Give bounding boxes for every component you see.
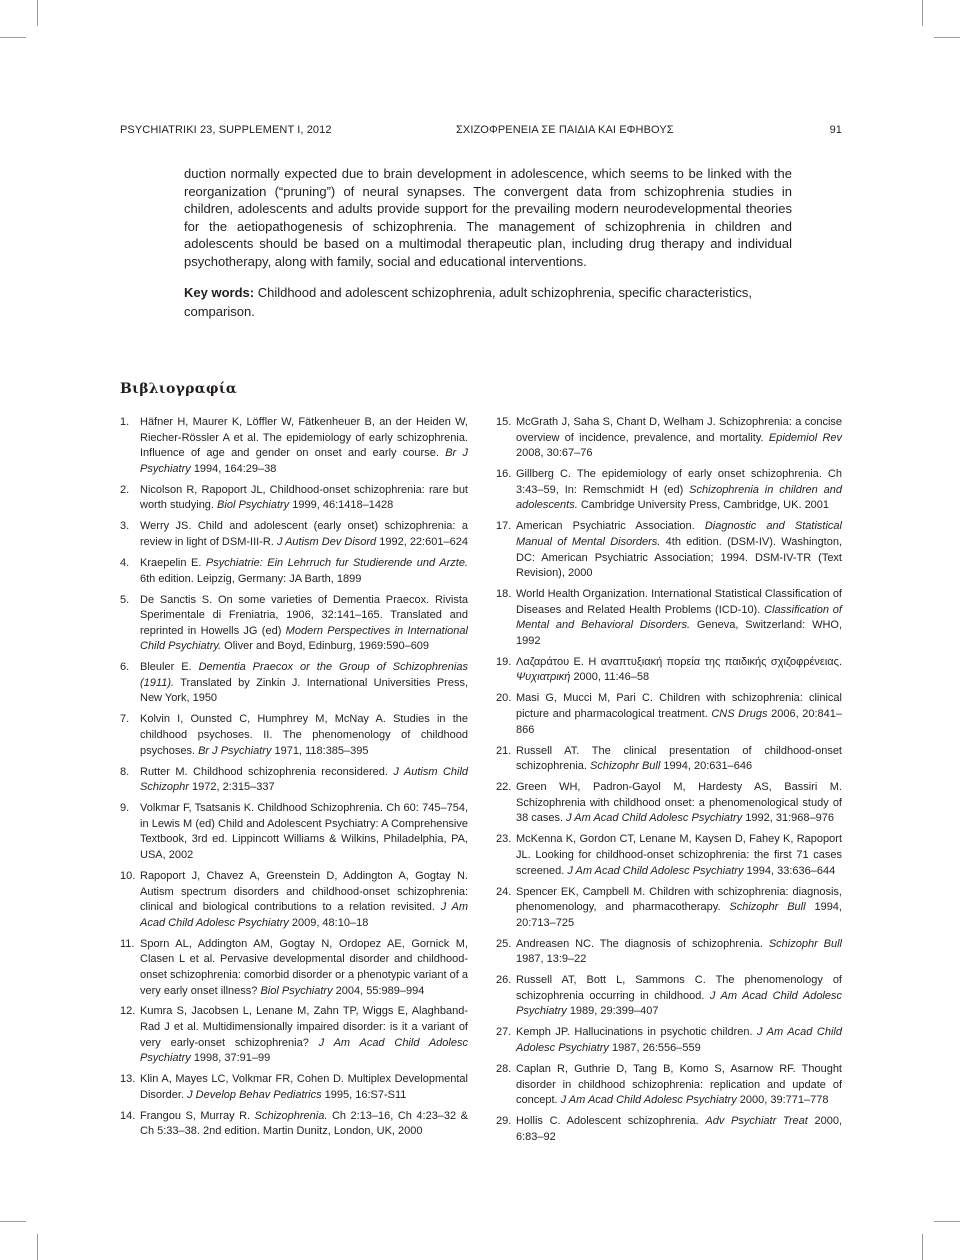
reference-text: Hollis C. Adolescent schizophrenia. — [516, 1115, 699, 1128]
reference-details: 1994, 33:636–644 — [746, 864, 836, 877]
reference-body — [140, 484, 468, 512]
reference-item — [496, 744, 842, 775]
keywords-label: Key words: — [184, 285, 255, 300]
reference-item — [496, 691, 842, 738]
reference-number: 14. — [120, 1109, 136, 1122]
reference-details: 1994, 20:631–646 — [663, 760, 753, 773]
references-column-left — [120, 415, 468, 1145]
reference-body — [516, 1063, 842, 1106]
reference-item — [496, 1062, 842, 1109]
reference-body — [140, 557, 468, 585]
reference-journal: J Am Acad Child Adolesc Psychiatry — [516, 1026, 842, 1055]
reference-journal: J Am Acad Child Adolesc Psychiatry — [560, 1094, 737, 1107]
reference-details: 2000, 6:83–92 — [516, 1115, 842, 1143]
reference-item — [120, 801, 468, 863]
reference-body — [140, 520, 468, 548]
reference-number: 16. — [496, 468, 512, 481]
reference-number: 23. — [496, 833, 512, 846]
reference-body — [516, 886, 842, 929]
reference-details: 2000, 39:771–778 — [739, 1094, 829, 1107]
reference-body — [140, 416, 468, 475]
reference-details: 1987, 26:556–559 — [612, 1042, 701, 1055]
reference-text: Russell AT. The clinical presentation of childhood-onset schizophrenia. — [516, 744, 842, 773]
reference-journal: Psychiatrie: Ein Lehrruch fur Studierende und Arzte. — [205, 556, 468, 569]
reference-journal: Adv Psychiatr Treat — [705, 1115, 808, 1128]
reference-text: Bleuler E. — [140, 661, 192, 674]
reference-item — [120, 660, 468, 707]
reference-body — [140, 802, 468, 861]
reference-text: Gillberg C. The epidemiology of early onset schizophrenia. Ch 3:43–59, In: Remschmidt H (ed) — [516, 468, 842, 496]
reference-journal: Epidemiol Rev — [768, 431, 843, 444]
reference-journal: CNS Drugs — [711, 708, 768, 721]
reference-body — [140, 870, 468, 929]
reference-journal: J Am Acad Child Adolesc Psychiatry — [140, 901, 468, 929]
reference-number: 4. — [120, 556, 130, 569]
reference-body — [516, 468, 842, 511]
reference-journal: J Autism Dev Disord — [276, 535, 377, 548]
reference-details: 1999, 46:1418–1428 — [292, 499, 394, 512]
keywords-text: Childhood and adolescent schizophrenia, adult schizophrenia, specific characteristics, comparison. — [184, 285, 752, 319]
reference-body — [140, 661, 468, 704]
reference-text: Andreasen NC. The diagnosis of schizophrenia. — [516, 937, 763, 950]
reference-number: 22. — [496, 781, 512, 794]
crop-mark-bottom-right-h — [934, 1221, 960, 1222]
reference-text: Kolvin I, Ounsted C, Humphrey M, McNay A. Studies in the childhood psychoses. II. The phenomenology of childhood psychoses. — [140, 713, 468, 757]
reference-item — [120, 869, 468, 931]
reference-number: 18. — [496, 588, 512, 601]
crop-mark-bottom-left-h — [0, 1221, 26, 1222]
page-number: 91 — [829, 124, 842, 136]
reference-item — [120, 937, 468, 999]
reference-details: 1989, 29:399–407 — [569, 1005, 659, 1018]
reference-text: World Health Organization. International Statistical Classification of Diseases and Related Health Problems (ICD-10). — [516, 588, 842, 616]
reference-journal: Ψυχιατρική — [516, 671, 571, 684]
reference-item — [496, 885, 842, 932]
reference-text: Sporn AL, Addington AM, Gogtay N, Ordopez AE, Gornick M, Clasen L et al. Pervasive developmental disorder and childhood-onset schizophrenia: comorbid disorder or a phenotypic variant of a very early onset illness? — [140, 937, 468, 997]
reference-text: American Psychiatric Association. — [516, 520, 695, 533]
reference-number: 12. — [120, 1005, 136, 1018]
reference-number: 1. — [120, 416, 130, 428]
reference-item — [120, 593, 468, 655]
reference-details: 1992, 22:601–624 — [379, 535, 468, 548]
reference-body — [516, 656, 842, 684]
crop-mark-top-left-v — [37, 0, 38, 26]
reference-journal: Schizophrenia in children and adolescents. — [516, 483, 843, 512]
reference-text: Häfner H, Maurer K, Löffler W, Fätkenheuer B, an der Heiden W, Riecher-Rössler A et al. The epidemiology of early schizophrenia. Influence of age and gender on onset and early course. — [140, 416, 468, 460]
reference-item — [120, 712, 468, 759]
reference-body — [140, 938, 468, 997]
reference-details: Cambridge University Press, Cambridge, UK. 2001 — [580, 499, 830, 512]
reference-number: 15. — [496, 416, 512, 428]
reference-item — [496, 832, 842, 879]
reference-number: 27. — [496, 1026, 512, 1039]
reference-journal: J Am Acad Child Adolesc Psychiatry — [516, 989, 842, 1018]
reference-item — [496, 655, 842, 686]
reference-number: 11. — [120, 937, 135, 950]
reference-item — [496, 587, 842, 649]
reference-number: 29. — [496, 1115, 512, 1128]
reference-text: Nicolson R, Rapoport JL, Childhood-onset schizophrenia: rare but worth studying. — [140, 483, 468, 512]
reference-number: 9. — [120, 802, 130, 815]
reference-number: 21. — [496, 744, 512, 757]
reference-number: 3. — [120, 520, 130, 533]
reference-text: Masi G, Mucci M, Pari C. Children with schizophrenia: clinical picture and pharmacological treatment. — [516, 692, 842, 721]
reference-text: McKenna K, Gordon CT, Lenane M, Kaysen D, Fahey K, Rapoport JL. Looking for childhood-onset schizophrenia: the first 71 cases screened. — [516, 833, 842, 877]
reference-details: 2009, 48:10–18 — [291, 916, 369, 929]
reference-journal: Diagnostic and Statistical Manual of Mental Disorders. — [516, 520, 842, 548]
reference-journal: Schizophr Bull — [768, 937, 842, 950]
reference-journal: Schizophr Bull — [590, 760, 661, 773]
reference-body — [140, 1073, 468, 1101]
reference-journal: J Develop Behav Pediatrics — [187, 1088, 322, 1101]
reference-item — [496, 519, 842, 581]
reference-body — [516, 781, 842, 824]
reference-number: 2. — [120, 483, 130, 496]
reference-details: 2008, 30:67–76 — [516, 447, 593, 460]
reference-item — [120, 765, 468, 796]
reference-text: Rapoport J, Chavez A, Greenstein D, Addington A, Gogtay N. Autism spectrum disorders and childhood-onset schizophrenia: clinical and biological contributions to a relation revisited. — [140, 869, 468, 914]
reference-item — [120, 519, 468, 550]
reference-body — [516, 938, 842, 966]
journal-title: PSYCHIATRIKI 23, SUPPLEMENT I, 2012 — [120, 124, 332, 136]
reference-text: Volkmar F, Tsatsanis K. Childhood Schizophrenia. Ch 60: 745–754, in Lewis M (ed) Child and Adolescent Psychiatry: A Comprehensive Textbook, 3rd ed. Lippincott Williams & Wilkins, Philadelphia, PA, USA, 2002 — [140, 802, 468, 861]
keywords — [184, 283, 792, 321]
reference-text: Werry JS. Child and adolescent (early onset) schizophrenia: a review in light of DSM-III-R. — [140, 520, 468, 548]
reference-body — [516, 1115, 842, 1143]
reference-body — [516, 833, 842, 876]
reference-journal: J Am Acad Child Adolesc Psychiatry — [566, 812, 743, 825]
reference-details: Geneva, Switzerland: WHO, 1992 — [516, 619, 843, 647]
reference-item — [496, 1025, 842, 1056]
reference-item — [496, 1114, 842, 1145]
reference-body — [516, 974, 842, 1017]
reference-body — [516, 692, 842, 735]
reference-details: 4th edition. (DSM-IV). Washington, DC: American Psychiatric Association; 1994. DSM-IV-TR (Text Revision), 2000 — [516, 535, 842, 580]
reference-journal: J Am Acad Child Adolesc Psychiatry — [140, 1036, 468, 1065]
running-header — [120, 124, 842, 140]
reference-text: Spencer EK, Campbell M. Children with schizophrenia: diagnosis, phenomenology, and pharmacotherapy. — [516, 885, 842, 914]
reference-details: 6th edition. Leipzig, Germany: JA Barth, 1899 — [140, 572, 362, 585]
reference-journal: Classification of Mental and Behavioral Disorders. — [516, 603, 842, 632]
bibliography-title: Βιβλιογραφία — [120, 381, 237, 397]
reference-text: Russell AT, Bott L, Sammons C. The phenomenology of schizophrenia occurring in childhood. — [516, 974, 842, 1002]
reference-body — [140, 594, 468, 653]
reference-text: Rutter M. Childhood schizophrenia reconsidered. — [140, 765, 388, 778]
reference-item — [120, 483, 468, 514]
reference-text: Frangou S, Murray R. — [140, 1109, 251, 1122]
reference-body — [516, 416, 842, 459]
reference-number: 26. — [496, 974, 512, 987]
reference-details: 1992, 31:968–976 — [745, 812, 834, 825]
reference-details: 1972, 2:315–337 — [191, 781, 275, 794]
reference-text: De Sanctis S. On some varieties of Dementia Praecox. Rivista Sperimentale di Freniatria, 1906, 32:141–165. Translated and reprinted in Howells JG (ed) — [140, 593, 468, 637]
reference-details: 1971, 118:385–395 — [274, 744, 369, 757]
crop-mark-top-right-v — [922, 0, 923, 26]
reference-body — [140, 713, 468, 756]
crop-mark-bottom-left-v — [37, 1234, 38, 1260]
reference-text: Klin A, Mayes LC, Volkmar FR, Cohen D. Multiplex Developmental Disorder. — [140, 1073, 468, 1101]
reference-text: Green WH, Padron-Gayol M, Hardesty AS, Bassiri M. Schizophrenia with childhood onset: a phenomenological study of 38 cases. — [516, 781, 842, 825]
reference-details: 2006, 20:841–866 — [516, 708, 842, 736]
reference-item — [496, 415, 842, 462]
reference-number: 17. — [496, 520, 512, 533]
reference-details: Ch 2:13–16, Ch 4:23–32 & Ch 5:33–38. 2nd edition. Martin Dunitz, London, UK, 2000 — [140, 1109, 469, 1138]
reference-number: 6. — [120, 661, 130, 674]
reference-item — [496, 467, 842, 514]
section-title: ΣΧΙΖΟΦΡΕΝΕΙΑ ΣΕ ΠΑΙΔΙΑ ΚΑΙ ΕΦΗΒΟΥΣ — [456, 124, 674, 136]
reference-journal: Br J Psychiatry — [140, 447, 469, 475]
reference-number: 25. — [496, 937, 512, 950]
reference-item — [496, 780, 842, 827]
reference-details: Oliver and Boyd, Edinburg, 1969:590–609 — [224, 640, 430, 653]
reference-text: Caplan R, Guthrie D, Tang B, Komo S, Asarnow RF. Thought disorder in childhood schizophrenia: replication and update of concept. — [516, 1063, 842, 1107]
reference-number: 28. — [496, 1063, 512, 1076]
reference-item — [496, 937, 842, 968]
reference-text: Kraepelin E. — [140, 556, 202, 569]
reference-details: 1998, 37:91–99 — [193, 1052, 271, 1065]
reference-item — [120, 1072, 468, 1103]
reference-details: 1987, 13:9–22 — [516, 953, 587, 966]
reference-text: Λαζαράτου Ε. Η αναπτυξιακή πορεία της παιδικής σχιζοφρένειας. — [516, 655, 842, 668]
reference-body — [516, 520, 842, 579]
reference-details: 1995, 16:S7-S11 — [324, 1088, 407, 1101]
reference-number: 7. — [120, 713, 130, 726]
reference-item — [120, 556, 468, 587]
reference-number: 10. — [120, 869, 136, 882]
reference-journal: J Am Acad Child Adolesc Psychiatry — [567, 864, 744, 877]
reference-journal: J Autism Child Schizophr — [140, 765, 469, 794]
reference-text: McGrath J, Saha S, Chant D, Welham J. Schizophrenia: a concise overview of incidence, prevalence, and mortality. — [516, 416, 842, 444]
reference-journal: Modern Perspectives in International Child Psychiatry. — [140, 624, 468, 653]
reference-body — [516, 588, 842, 647]
reference-text: Kumra S, Jacobsen L, Lenane M, Zahn TP, Wiggs E, Alaghband-Rad J et al. Multidimensionally impaired disorder: is it a variant of very early-onset schizophrenia? — [140, 1005, 468, 1049]
crop-mark-top-left-h — [0, 37, 26, 38]
reference-body — [140, 766, 468, 794]
reference-details: 2000, 11:46–58 — [573, 671, 650, 684]
reference-journal: Schizophrenia. — [254, 1109, 328, 1122]
reference-journal: Biol Psychiatry — [260, 984, 333, 997]
reference-item — [120, 1109, 468, 1140]
reference-item — [120, 415, 468, 477]
references-column-right — [496, 415, 842, 1151]
reference-journal: Dementia Praecox or the Group of Schizophrenias (1911). — [140, 661, 468, 689]
reference-item — [496, 973, 842, 1020]
reference-number: 8. — [120, 765, 130, 778]
reference-body — [140, 1005, 468, 1064]
abstract-text: duction normally expected due to brain development in adolescence, which seems to be linked with the reorganization (“pruning”) of neural synapses. The convergent data from schizophrenia studies in children, adolescents and adults provide support for the prevailing modern neurodevelopmental theories for the aetiopathogenesis of schizophrenia. The management of schizophrenia in children and adolescents should be based on a multimodal therapeutic plan, including drug therapy and individual psychotherapy, along with family, social and educational interventions. — [184, 166, 792, 269]
reference-number: 24. — [496, 885, 512, 898]
reference-body — [516, 1026, 842, 1054]
reference-number: 19. — [496, 655, 512, 668]
reference-body — [140, 1110, 468, 1138]
reference-body — [516, 745, 842, 773]
reference-journal: Biol Psychiatry — [217, 499, 290, 512]
reference-item — [120, 1004, 468, 1066]
reference-number: 20. — [496, 692, 512, 705]
reference-number: 5. — [120, 593, 130, 606]
reference-number: 13. — [120, 1073, 136, 1086]
crop-mark-bottom-right-v — [922, 1234, 923, 1260]
reference-details: Translated by Zinkin J. International Universities Press, New York, 1950 — [140, 676, 469, 705]
reference-journal: Br J Psychiatry — [198, 744, 272, 757]
reference-text: Kemph JP. Hallucinations in psychotic children. — [516, 1026, 753, 1039]
reference-details: 1994, 164:29–38 — [193, 462, 277, 475]
reference-details: 2004, 55:989–994 — [335, 984, 425, 997]
reference-journal: Schizophr Bull — [729, 901, 806, 914]
reference-details: 1994, 20:713–725 — [516, 901, 842, 929]
crop-mark-top-right-h — [934, 37, 960, 38]
